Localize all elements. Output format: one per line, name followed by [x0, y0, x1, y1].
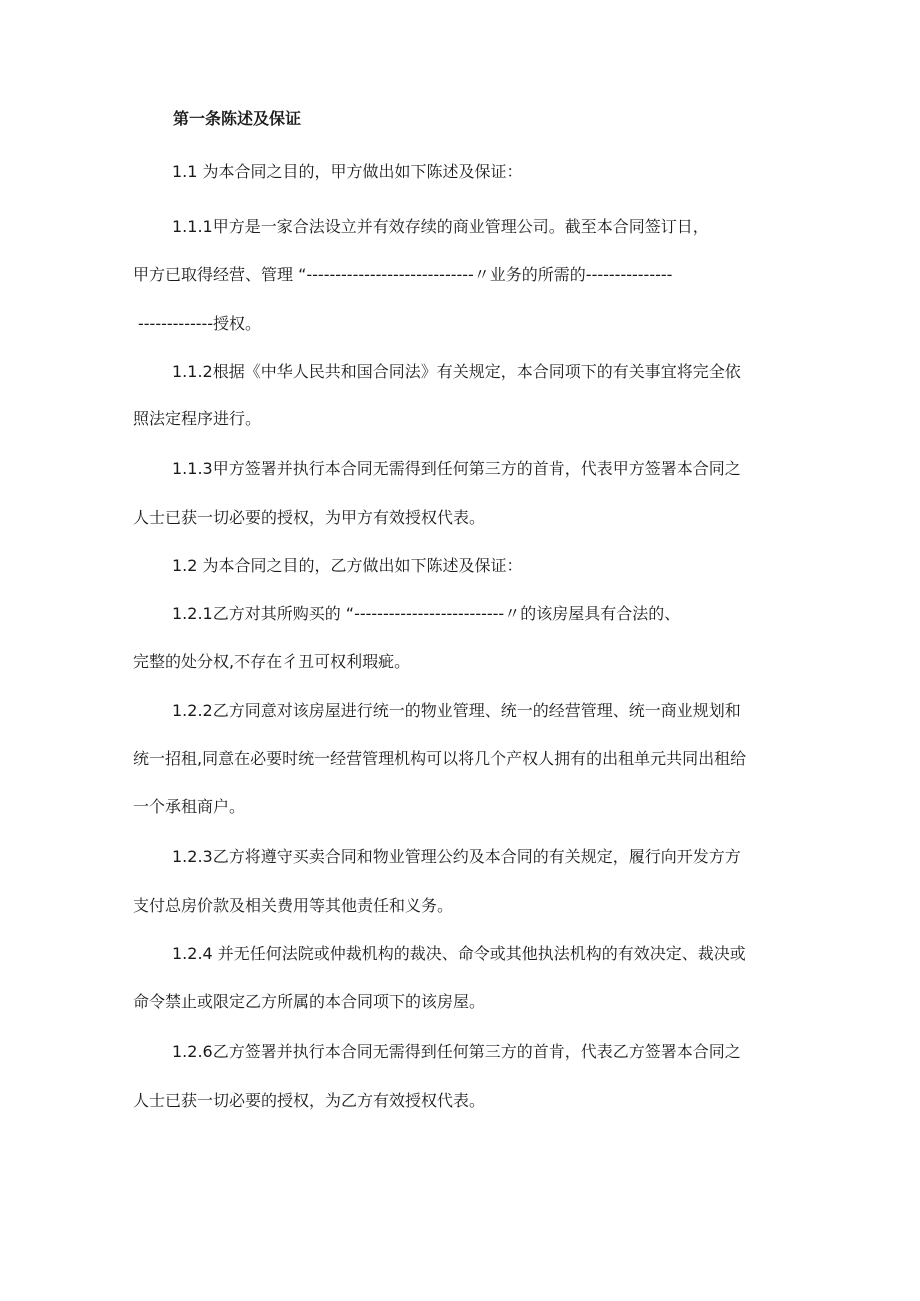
clause-1-1-3-cont: 人士已获一切必要的授权，为甲方有效授权代表。	[133, 508, 486, 527]
section-heading: 第一条陈述及保证	[173, 109, 302, 128]
clause-1-2-3-cont: 支付总房价款及相关费用等其他责任和义务。	[133, 896, 454, 915]
clause-1-1-1: 1.1.1甲方是一家合法设立并有效存续的商业管理公司。截至本合同签订日，	[172, 217, 709, 236]
clause-1-2-3: 1.2.3乙方将遵守买卖合同和物业管理公约及本合同的有关规定，履行向开发方方	[172, 847, 741, 866]
clause-1-2-1: 1.2.1乙方对其所购买的 “--------------------------〃的该房屋具有合法的、	[172, 604, 681, 623]
clause-1-2: 1.2 为本合同之目的，乙方做出如下陈述及保证：	[172, 556, 523, 575]
clause-1-1-2: 1.1.2根据《中华人民共和国合同法》有关规定，本合同项下的有关事宜将完全依	[172, 362, 741, 381]
clause-1-2-2-cont-1: 统一招租,同意在必要时统一经营管理机构可以将几个产权人拥有的出租单元共同出租给	[133, 749, 747, 768]
clause-1-1-1-cont-1: 甲方已取得经营、管理 “-----------------------------〃业务的所需的---------------	[133, 265, 673, 284]
clause-1-2-2-cont-2: 一个承租商户。	[133, 797, 246, 816]
clause-1-2-1-cont: 完整的处分权,不存在彳丑可权利瑕疵。	[133, 652, 411, 671]
clause-1-1-3: 1.1.3甲方签署并执行本合同无需得到任何第三方的首肯，代表甲方签署本合同之	[172, 459, 741, 478]
clause-1-2-4-cont: 命令禁止或限定乙方所属的本合同项下的该房屋。	[133, 992, 486, 1011]
clause-1-2-2: 1.2.2乙方同意对该房屋进行统一的物业管理、统一的经营管理、统一商业规划和	[172, 701, 741, 720]
clause-1-1: 1.1 为本合同之目的，甲方做出如下陈述及保证：	[172, 162, 523, 181]
clause-1-2-4: 1.2.4 并无任何法院或仲裁机构的裁决、命令或其他执法机构的有效决定、裁决或	[172, 944, 746, 963]
clause-1-2-6-cont: 人士已获一切必要的授权，为乙方有效授权代表。	[133, 1091, 486, 1110]
clause-1-1-2-cont: 照法定程序进行。	[133, 409, 262, 428]
clause-1-2-6: 1.2.6乙方签署并执行本合同无需得到任何第三方的首肯，代表乙方签署本合同之	[172, 1042, 741, 1061]
clause-1-1-1-cont-2: -------------授权。	[138, 314, 262, 333]
